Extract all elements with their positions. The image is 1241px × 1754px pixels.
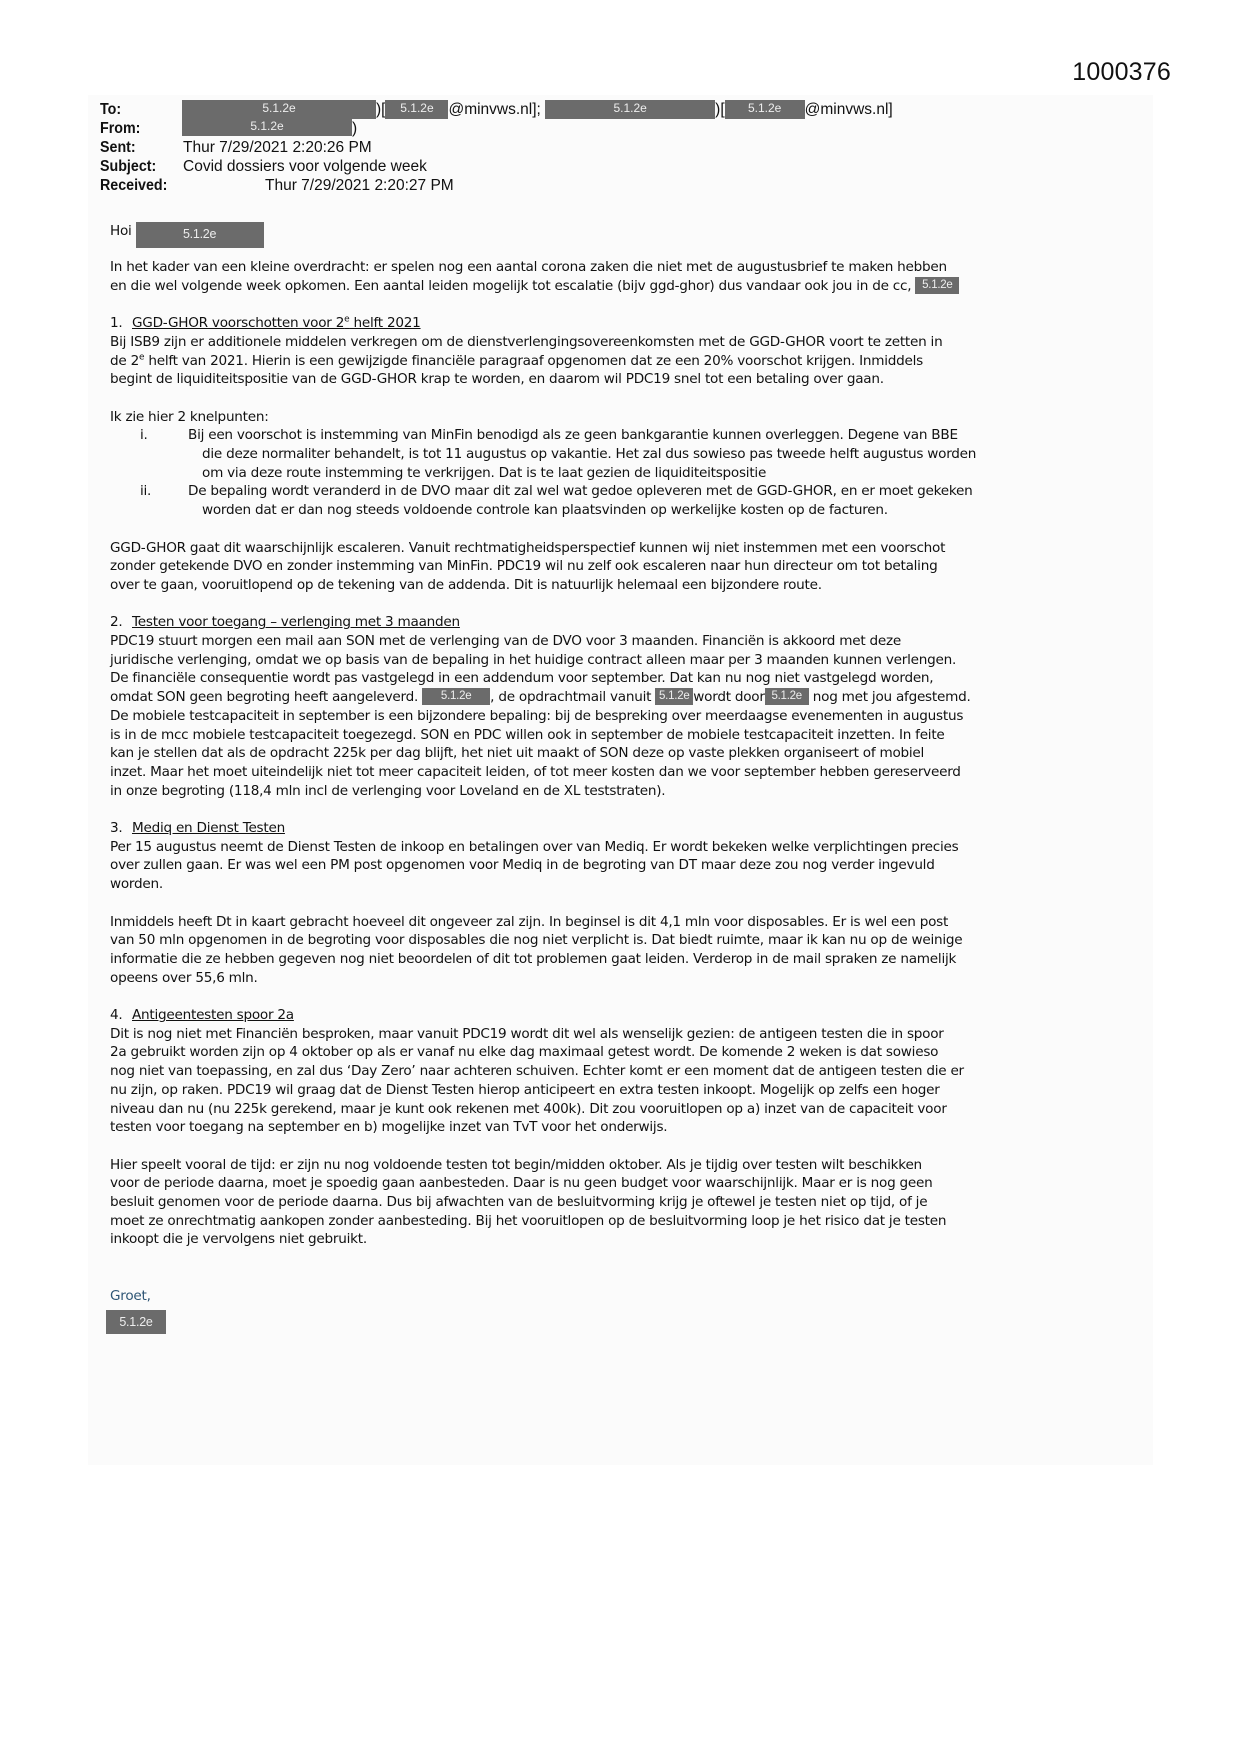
section-3-paragraph-2: Inmiddels heeft Dt in kaart gebracht hoeveel dit ongeveer zal zijn. In beginsel is dit 4,1 mln voor disposables. Er is wel een post van 50 mln opgenomen in de begroting voor disposables die nog niet verplicht is. Dat biedt ruimte, maar ik kan nu op de weinige informatie die ze hebben gegeven nog niet beoordelen of dit tot problemen gaat leiden. Verderop in de mail spraken ze namelijk opeens over 55,6 mln. [110,913,963,986]
to-domain-1: @minvws.nl]; [448,101,541,118]
section-4-paragraph-2: Hier speelt vooral de tijd: er zijn nu nog voldoende testen tot begin/midden oktober. Als je tijdig over testen wilt beschikken voor de periode daarna, moet je spoedig gaan aanbesteden. Daar is nu geen budget voor waarschijnlijk. Maar er is nog geen besluit genomen voor de periode daarna. Dus bij afwachten van de besluitvorming krijg je oftewel je testen niet op tijd, of je moet ze onrechtmatig aankopen zonder aanbesteding. Bij het vooruitlopen op de besluitvorming loop je het risico dat je testen inkoopt die je vervolgens niet gebruikt. [110,1156,947,1248]
redaction-box: 5.1.2e [545,100,715,119]
section-4-heading: 4. Antigeentesten spoor 2a [110,1007,294,1024]
redaction-box: 5.1.2e [136,222,264,248]
section-3-paragraph: Per 15 augustus neemt de Dienst Testen de inkoop en betalingen over van Mediq. Er wordt bekeken welke verplichtingen precies over zullen gaan. Er was wel een PM post opgenomen voor Mediq in de begroting van DT maar deze zou nog verder ingevuld worden. [110,838,959,893]
subject-value: Covid dossiers voor volgende week [183,158,427,175]
received-value: Thur 7/29/2021 2:20:27 PM [265,177,454,194]
redaction-box: 5.1.2e [655,688,693,705]
from-label: From: [100,120,141,137]
knelpunt-item: i. Bij een voorschot is instemming van MinFin benodigd als ze geen bankgarantie kunnen overleggen. Degene van BBE die deze normaliter behandelt, is tot 11 augustus op vakantie. Het zal dus sowieso pas tweede helft augustus worden om via deze route instemming te verkrijgen. Dat is te laat gezien de liquiditeitspositie [140,427,977,481]
knelpunt-item: ii. De bepaling wordt veranderd in de DVO maar dit zal wel wat gedoe opleveren met de GGD-GHOR, en er moet gekeken worden dat er dan nog steeds voldoende controle kan plaatsvinden op werkelijke kosten op de facturen. [140,483,973,519]
sent-label: Sent: [100,139,136,156]
redaction-box: 5.1.2e [182,119,352,136]
to-label: To: [100,101,122,118]
greeting: Hoi 5.1.2e [110,222,1140,248]
received-label: Received: [100,177,168,194]
subject-label: Subject: [100,158,157,175]
closing-greeting: Groet, [110,1288,151,1305]
section-1-heading: 1. GGD-GHOR voorschotten voor 2e helft 2021 [110,314,421,332]
section-2-paragraph: PDC19 stuurt morgen een mail aan SON met de verlenging van de DVO voor 3 maanden. Financiën is akkoord met deze juridische verlenging, omdat we op basis van de bepaling in het huidige contract alleen maar per 3 maanden kunnen verlengen. De financiële consequentie wordt pas vastgelegd in een addendum voor september. Dat kan nu nog niet vastgelegd worden, omdat SON geen begroting heeft aangeleverd. 5.1.2e , de opdrachtmail vanuit 5.1.2e wordt door 5.1.2e nog met jou afgestemd. De mobiele testcapaciteit in september is een bijzondere bepaling: bij de bespreking over meerdaagse evenementen in augustus is in de mcc mobiele testcapaciteit toegezegd. SON en PDC willen ook in september de mobiele testcapaciteit inzetten. In feite kan je stellen dat als de opdracht 225k per dag blijft, het niet uit maakt of SON deze op vaste plekken organiseert of mobiel inzet. Maar het moet uiteindelijk niet tot meer capaciteit leiden, of tot meer kosten dan we voor september hebben gereserveerd in onze begroting (118,4 mln incl de verlenging voor Loveland en de XL teststraten). [110,633,971,799]
redaction-box: 5.1.2e [182,100,376,119]
signature-redaction-box: 5.1.2e [106,1310,166,1334]
section-2-heading: 2. Testen voor toegang – verlenging met 3 maanden [110,614,460,631]
knelpunten-intro: Ik zie hier 2 knelpunten: [110,408,269,425]
document-id: 1000376 [1072,58,1171,86]
to-domain-2: @minvws.nl] [804,101,893,118]
redaction-box: 5.1.2e [725,100,805,119]
redaction-box: 5.1.2e [385,100,448,119]
section-1-paragraph: Bij ISB9 zijn er additionele middelen verkregen om de dienstverlengingsovereenkomsten met de GGD-GHOR voort te zetten in de 2e helft van 2021. Hierin is een gewijzigde financiële paragraaf opgenomen dat ze een 20% voorschot krijgen. Inmiddels begint de liquiditeitspositie van de GGD-GHOR krap te worden, en daarom wil PDC19 snel tot een betaling over gaan. [110,333,943,388]
intro-paragraph: In het kader van een kleine overdracht: er spelen nog een aantal corona zaken die niet met de augustusbrief te maken hebben en die wel volgende week opkomen. Een aantal leiden mogelijk tot escalatie (bijv ggd-ghor) dus vandaar ook jou in de cc, 5.1.2e [110,258,1140,295]
section-4-paragraph: Dit is nog niet met Financiën besproken, maar vanuit PDC19 wordt dit wel als wenselijk gezien: de antigeen testen die in spoor 2a gebruikt worden zijn op 4 oktober op als er vanaf nu elke dag maximaal getest wordt. De komende 2 weken is dat sowieso nog niet van toepassing, en zal dus ‘Day Zero’ naar achteren schuiven. Echter komt er een moment dat de antigeen testen die er nu zijn, op raken. PDC19 wil graag dat de Dienst Testen hierop anticipeert en extra testen inkoopt. Mogelijk op zelfs een hoger niveau dan nu (nu 225k gerekend, maar je kunt ook rekenen met 400k). Dit zou vooruitlopen op a) inzet van de capaciteit voor testen voor toegang na september en b) mogelijke inzet van TvT voor het onderwijs. [110,1025,964,1136]
section-1-escalation-paragraph: GGD-GHOR gaat dit waarschijnlijk escaleren. Vanuit rechtmatigheidsperspectief kunnen wij niet instemmen met een voorschot zonder getekende DVO en zonder instemming van MinFin. PDC19 wil nu zelf ook escaleren naar hun directeur om tot betaling over te gaan, vooruitlopend op de tekening van de addenda. Dit is natuurlijk helemaal een bijzondere route. [110,539,946,593]
section-3-heading: 3. Mediq en Dienst Testen [110,820,285,837]
redaction-box: 5.1.2e [765,688,809,705]
redaction-box: 5.1.2e [422,688,490,705]
redaction-box: 5.1.2e [915,277,959,294]
email-body [110,222,1140,1334]
sent-value: Thur 7/29/2021 2:20:26 PM [183,139,372,156]
